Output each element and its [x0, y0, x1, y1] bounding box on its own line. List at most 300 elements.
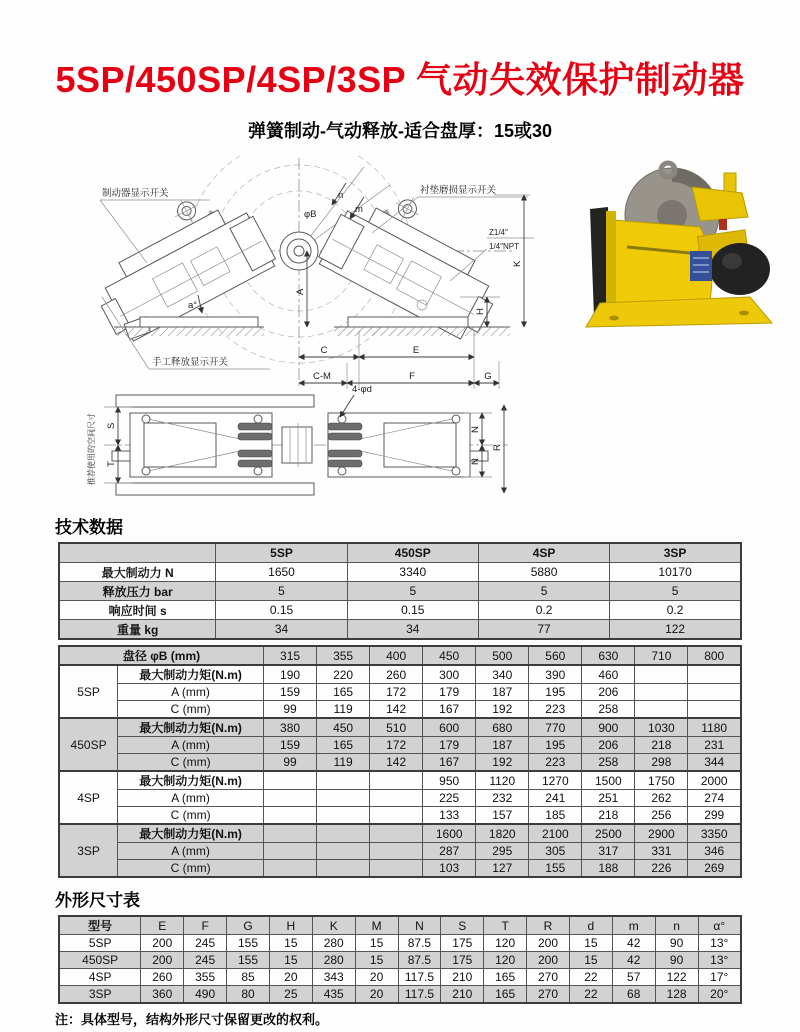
- disc-value-cell: 344: [688, 754, 741, 772]
- disc-value-cell: [635, 684, 688, 701]
- dim-value-cell: 15: [355, 952, 398, 969]
- tech-row: [59, 601, 741, 620]
- right-base-plate: [348, 317, 468, 327]
- disc-value-cell: [317, 790, 370, 807]
- dim-A-label: A: [295, 288, 306, 295]
- disc-value-cell: [370, 843, 423, 860]
- tech-col-header: 5SP: [216, 543, 347, 563]
- disc-value-cell: 1820: [476, 824, 529, 843]
- disc-value-cell: 127: [476, 860, 529, 878]
- dim-value-cell: 343: [312, 969, 355, 986]
- disc-param-label: C (mm): [118, 860, 264, 878]
- disc-value-cell: 218: [582, 807, 635, 825]
- dim-value-cell: 200: [141, 935, 184, 952]
- disc-value-cell: 510: [370, 718, 423, 737]
- disc-value-cell: 179: [423, 737, 476, 754]
- tech-row-label: 响应时间 s: [59, 601, 216, 620]
- page-subtitle: 弹簧制动-气动释放-适合盘厚：15或30: [247, 121, 553, 141]
- dim-col-header: m: [612, 916, 655, 935]
- disc-value-cell: 206: [582, 737, 635, 754]
- dim-col-header: R: [527, 916, 570, 935]
- dim-col-header: G: [227, 916, 270, 935]
- disc-value-cell: 346: [688, 843, 741, 860]
- disc-value-cell: [635, 665, 688, 684]
- dim-value-cell: 210: [441, 969, 484, 986]
- disc-value-cell: 331: [635, 843, 688, 860]
- dim-value-cell: 175: [441, 952, 484, 969]
- disc-model-cell: 4SP: [59, 771, 118, 824]
- disc-value-cell: 172: [370, 684, 423, 701]
- dim-value-cell: 435: [312, 986, 355, 1004]
- disc-model-cell: 450SP: [59, 718, 118, 771]
- disc-diameter-header: 450: [423, 646, 476, 665]
- dim-col-header: F: [184, 916, 227, 935]
- air-cylinder: [710, 243, 770, 295]
- tech-value-cell: 122: [610, 620, 741, 640]
- disc-row: [59, 754, 741, 772]
- label-manual-release-switch: 手工释放显示开关: [152, 357, 229, 368]
- dim-row: [59, 986, 741, 1004]
- disc-value-cell: 179: [423, 684, 476, 701]
- disc-value-cell: 680: [476, 718, 529, 737]
- disc-value-cell: 167: [423, 754, 476, 772]
- product-photo: [572, 157, 790, 335]
- dim-value-cell: 87.5: [398, 952, 441, 969]
- dim-T-label: T: [106, 461, 117, 467]
- disc-value-cell: 220: [317, 665, 370, 684]
- disc-value-cell: [264, 843, 317, 860]
- disc-value-cell: 192: [476, 701, 529, 719]
- tech-value-cell: 77: [478, 620, 609, 640]
- disc-value-cell: 195: [529, 684, 582, 701]
- dim-col-header: d: [569, 916, 612, 935]
- dim-col-header: S: [441, 916, 484, 935]
- disc-value-cell: 99: [264, 701, 317, 719]
- dim-value-cell: 15: [269, 952, 312, 969]
- disc-value-cell: 1600: [423, 824, 476, 843]
- dim-col-header: T: [484, 916, 527, 935]
- dim-phiB-label: φB: [304, 209, 317, 220]
- disc-diameter-header: 500: [476, 646, 529, 665]
- footnote: 注：具体型号，结构外形尺寸保留更改的权利。: [55, 1012, 329, 1027]
- disc-model-cell: 3SP: [59, 824, 118, 877]
- disc-value-cell: 231: [688, 737, 741, 754]
- dim-value-cell: 15: [569, 952, 612, 969]
- dim-value-cell: 155: [227, 952, 270, 969]
- dim-value-cell: 57: [612, 969, 655, 986]
- dim-value-cell: 128: [655, 986, 698, 1004]
- disc-value-cell: [317, 771, 370, 790]
- disc-row: [59, 718, 741, 737]
- disc-value-cell: 770: [529, 718, 582, 737]
- disc-value-cell: [264, 771, 317, 790]
- dim-model-cell: 4SP: [59, 969, 141, 986]
- dim-value-cell: 42: [612, 935, 655, 952]
- disc-value-cell: 223: [529, 701, 582, 719]
- disc-value-cell: 900: [582, 718, 635, 737]
- dim-value-cell: 280: [312, 935, 355, 952]
- disc-header-label: 盘径 φB (mm): [59, 646, 264, 665]
- dim-header-row: [59, 916, 741, 935]
- disc-param-label: A (mm): [118, 790, 264, 807]
- disc-diameter-header: 560: [529, 646, 582, 665]
- disc-value-cell: [370, 824, 423, 843]
- disc-value-cell: 185: [529, 807, 582, 825]
- disc-value-cell: 225: [423, 790, 476, 807]
- disc-value-cell: 460: [582, 665, 635, 684]
- tech-data-table: [58, 542, 742, 640]
- dim-C-label: C: [320, 345, 328, 356]
- plan-view: [86, 384, 508, 495]
- disc-param-label: C (mm): [118, 807, 264, 825]
- dim-N1-label: N: [470, 426, 481, 433]
- disc-value-cell: 103: [423, 860, 476, 878]
- disc-value-cell: [264, 807, 317, 825]
- dim-value-cell: 20: [355, 986, 398, 1004]
- disc-value-cell: 298: [635, 754, 688, 772]
- dim-col-header: n: [655, 916, 698, 935]
- dim-value-cell: 90: [655, 935, 698, 952]
- disc-value-cell: 299: [688, 807, 741, 825]
- disc-value-cell: 195: [529, 737, 582, 754]
- dim-value-cell: 200: [527, 935, 570, 952]
- dim-value-cell: 68: [612, 986, 655, 1004]
- dim-value-cell: 15: [355, 935, 398, 952]
- dim-H-label: H: [475, 308, 486, 315]
- tech-value-cell: 0.15: [347, 601, 478, 620]
- disc-value-cell: 187: [476, 737, 529, 754]
- disc-param-label: 最大制动力矩(N.m): [118, 771, 264, 790]
- dims-heading: 外形尺寸表: [55, 891, 140, 910]
- disc-value-cell: [635, 701, 688, 719]
- disc-row: [59, 860, 741, 878]
- page-title: 5SP/450SP/4SP/3SP 气动失效保护制动器: [55, 59, 745, 100]
- disc-value-cell: 258: [582, 701, 635, 719]
- dim-col-header: 型号: [59, 916, 141, 935]
- dim-row: [59, 935, 741, 952]
- dim-m-label: m: [355, 204, 363, 215]
- disc-value-cell: 1030: [635, 718, 688, 737]
- dim-E-label: E: [412, 345, 420, 356]
- disc-value-cell: [317, 843, 370, 860]
- disc-value-cell: 260: [370, 665, 423, 684]
- dim-value-cell: 260: [141, 969, 184, 986]
- dim-K-label: K: [512, 260, 523, 267]
- dim-F-label: F: [409, 371, 415, 382]
- dim-n-label: n: [338, 190, 344, 201]
- dim-value-cell: 117.5: [398, 986, 441, 1004]
- label-space-note: 推荐使用的空间尺寸: [87, 413, 96, 485]
- disc-param-label: 最大制动力矩(N.m): [118, 718, 264, 737]
- tech-data-heading: 技术数据: [55, 518, 123, 537]
- dim-a-label: a°: [188, 300, 198, 311]
- disc-row: [59, 771, 741, 790]
- disc-value-cell: 192: [476, 754, 529, 772]
- tech-value-cell: 10170: [610, 563, 741, 582]
- dim-value-cell: 87.5: [398, 935, 441, 952]
- disc-value-cell: 256: [635, 807, 688, 825]
- dim-value-cell: 245: [184, 935, 227, 952]
- dim-value-cell: 20: [355, 969, 398, 986]
- dim-value-cell: 13°: [698, 952, 741, 969]
- disc-value-cell: 165: [317, 684, 370, 701]
- red-indicator: [719, 219, 727, 230]
- tech-row-label: 最大制动力 N: [59, 563, 216, 582]
- dim-value-cell: 15: [269, 935, 312, 952]
- disc-value-cell: 190: [264, 665, 317, 684]
- ground-hatch: [114, 327, 510, 336]
- dim-value-cell: 355: [184, 969, 227, 986]
- tech-value-cell: 5: [478, 582, 609, 601]
- disc-value-cell: 218: [635, 737, 688, 754]
- dim-value-cell: 80: [227, 986, 270, 1004]
- tech-row-label: 重量 kg: [59, 620, 216, 640]
- disc-param-label: 最大制动力矩(N.m): [118, 824, 264, 843]
- dim-col-header: α°: [698, 916, 741, 935]
- disc-hub: [280, 232, 318, 270]
- dim-row: [59, 969, 741, 986]
- label-brake-switch: 制动器显示开关: [102, 188, 169, 199]
- disc-value-cell: 274: [688, 790, 741, 807]
- disc-row: [59, 701, 741, 719]
- dim-row: [59, 952, 741, 969]
- disc-value-cell: 206: [582, 684, 635, 701]
- disc-diameter-header: 355: [317, 646, 370, 665]
- disc-value-cell: 232: [476, 790, 529, 807]
- disc-value-cell: 119: [317, 701, 370, 719]
- disc-value-cell: 269: [688, 860, 741, 878]
- dim-value-cell: 280: [312, 952, 355, 969]
- disc-value-cell: 600: [423, 718, 476, 737]
- disc-value-cell: 390: [529, 665, 582, 684]
- dim-value-cell: 200: [141, 952, 184, 969]
- disc-value-cell: 258: [582, 754, 635, 772]
- disc-value-cell: 241: [529, 790, 582, 807]
- disc-param-label: C (mm): [118, 701, 264, 719]
- dim-value-cell: 200: [527, 952, 570, 969]
- dim-value-cell: 117.5: [398, 969, 441, 986]
- disc-value-cell: [317, 824, 370, 843]
- disc-value-cell: 142: [370, 754, 423, 772]
- disc-value-cell: 2500: [582, 824, 635, 843]
- disc-diameter-header: 400: [370, 646, 423, 665]
- dim-col-header: K: [312, 916, 355, 935]
- disc-value-cell: 99: [264, 754, 317, 772]
- figure-area: [0, 155, 800, 505]
- dim-value-cell: 22: [569, 969, 612, 986]
- disc-param-label: C (mm): [118, 754, 264, 772]
- technical-drawing: [52, 155, 572, 505]
- disc-value-cell: 1270: [529, 771, 582, 790]
- disc-data-table: [58, 645, 742, 878]
- tech-row: [59, 620, 741, 640]
- tech-value-cell: 5880: [478, 563, 609, 582]
- disc-value-cell: 188: [582, 860, 635, 878]
- label-air-port-2: 1/4″NPT: [489, 242, 519, 251]
- tech-col-header: 4SP: [478, 543, 609, 563]
- disc-value-cell: [688, 665, 741, 684]
- disc-row: [59, 684, 741, 701]
- disc-value-cell: [688, 684, 741, 701]
- tech-row-label: 释放压力 bar: [59, 582, 216, 601]
- name-plate: [690, 251, 712, 281]
- dim-value-cell: 360: [141, 986, 184, 1004]
- disc-param-label: A (mm): [118, 684, 264, 701]
- dim-col-header: E: [141, 916, 184, 935]
- disc-value-cell: 1180: [688, 718, 741, 737]
- dim-value-cell: 85: [227, 969, 270, 986]
- tech-header-row: [59, 543, 741, 563]
- disc-value-cell: 2900: [635, 824, 688, 843]
- tech-value-cell: 1650: [216, 563, 347, 582]
- left-base-plate: [140, 317, 258, 327]
- tech-value-cell: 5: [610, 582, 741, 601]
- disc-value-cell: 295: [476, 843, 529, 860]
- tech-value-cell: 34: [216, 620, 347, 640]
- disc-model-cell: 5SP: [59, 665, 118, 718]
- disc-param-label: A (mm): [118, 843, 264, 860]
- disc-value-cell: 450: [317, 718, 370, 737]
- disc-row: [59, 665, 741, 684]
- plan-left-assembly: [112, 413, 272, 477]
- tech-col-header: [59, 543, 216, 563]
- dim-value-cell: 42: [612, 952, 655, 969]
- tech-row: [59, 582, 741, 601]
- dim-value-cell: 122: [655, 969, 698, 986]
- disc-value-cell: 155: [529, 860, 582, 878]
- dim-value-cell: 270: [527, 986, 570, 1004]
- label-lining-wear-switch: 衬垫磨损显示开关: [420, 185, 497, 196]
- dim-value-cell: 20: [269, 969, 312, 986]
- disc-value-cell: 950: [423, 771, 476, 790]
- dim-value-cell: 175: [441, 935, 484, 952]
- disc-diameter-header: 800: [688, 646, 741, 665]
- disc-value-cell: 251: [582, 790, 635, 807]
- dim-N2-label: N: [470, 458, 481, 465]
- plan-right-assembly: [328, 413, 488, 477]
- dim-value-cell: 210: [441, 986, 484, 1004]
- tech-value-cell: 5: [216, 582, 347, 601]
- disc-value-cell: 226: [635, 860, 688, 878]
- disc-value-cell: [370, 771, 423, 790]
- disc-value-cell: 165: [317, 737, 370, 754]
- dim-value-cell: 165: [484, 969, 527, 986]
- dim-value-cell: 17°: [698, 969, 741, 986]
- dim-value-cell: 20°: [698, 986, 741, 1004]
- disc-value-cell: [317, 860, 370, 878]
- dim-G-label: G: [484, 371, 492, 382]
- disc-value-cell: 340: [476, 665, 529, 684]
- disc-param-label: A (mm): [118, 737, 264, 754]
- disc-value-cell: 2100: [529, 824, 582, 843]
- dim-value-cell: 22: [569, 986, 612, 1004]
- label-bolt-holes: 4-φd: [352, 384, 372, 395]
- disc-value-cell: [370, 807, 423, 825]
- dim-model-cell: 5SP: [59, 935, 141, 952]
- dim-value-cell: 25: [269, 986, 312, 1004]
- disc-row: [59, 824, 741, 843]
- dim-value-cell: 15: [569, 935, 612, 952]
- dims-table: [58, 915, 742, 1004]
- disc-value-cell: 167: [423, 701, 476, 719]
- dim-value-cell: 90: [655, 952, 698, 969]
- disc-value-cell: [264, 790, 317, 807]
- disc-param-label: 最大制动力矩(N.m): [118, 665, 264, 684]
- dim-value-cell: 490: [184, 986, 227, 1004]
- disc-row: [59, 737, 741, 754]
- disc-value-cell: 159: [264, 684, 317, 701]
- disc-value-cell: 159: [264, 737, 317, 754]
- disc-value-cell: 133: [423, 807, 476, 825]
- disc-row: [59, 807, 741, 825]
- dim-col-header: M: [355, 916, 398, 935]
- dim-model-cell: 3SP: [59, 986, 141, 1004]
- dim-col-header: N: [398, 916, 441, 935]
- disc-value-cell: 223: [529, 754, 582, 772]
- disc-value-cell: 3350: [688, 824, 741, 843]
- disc-value-cell: 1500: [582, 771, 635, 790]
- dim-col-header: H: [269, 916, 312, 935]
- disc-value-cell: [264, 860, 317, 878]
- dim-value-cell: 155: [227, 935, 270, 952]
- tech-value-cell: 3340: [347, 563, 478, 582]
- dim-value-cell: 120: [484, 952, 527, 969]
- dim-value-cell: 270: [527, 969, 570, 986]
- tech-col-header: 3SP: [610, 543, 741, 563]
- disc-value-cell: [370, 790, 423, 807]
- disc-value-cell: 2000: [688, 771, 741, 790]
- dim-value-cell: 120: [484, 935, 527, 952]
- tech-value-cell: 5: [347, 582, 478, 601]
- disc-value-cell: 380: [264, 718, 317, 737]
- disc-value-cell: [317, 807, 370, 825]
- disc-value-cell: 300: [423, 665, 476, 684]
- dim-value-cell: 165: [484, 986, 527, 1004]
- dim-CM-label: C-M: [313, 371, 331, 382]
- disc-value-cell: 305: [529, 843, 582, 860]
- tech-row: [59, 563, 741, 582]
- disc-value-cell: 187: [476, 684, 529, 701]
- label-air-port-1: Z1/4″: [489, 228, 508, 237]
- tech-value-cell: 0.15: [216, 601, 347, 620]
- disc-diameter-header: 710: [635, 646, 688, 665]
- dim-value-cell: 13°: [698, 935, 741, 952]
- disc-value-cell: [264, 824, 317, 843]
- disc-value-cell: 1120: [476, 771, 529, 790]
- disc-value-cell: 1750: [635, 771, 688, 790]
- disc-value-cell: 317: [582, 843, 635, 860]
- disc-value-cell: 172: [370, 737, 423, 754]
- disc-row: [59, 843, 741, 860]
- dim-S-label: S: [106, 422, 117, 429]
- disc-value-cell: 119: [317, 754, 370, 772]
- tech-value-cell: 34: [347, 620, 478, 640]
- plan-disc-stub: [282, 423, 312, 467]
- dim-model-cell: 450SP: [59, 952, 141, 969]
- brake-photo-illustration: [586, 163, 772, 327]
- disc-header-row: [59, 646, 741, 665]
- tech-value-cell: 0.2: [478, 601, 609, 620]
- dim-R-label: R: [492, 444, 503, 451]
- disc-value-cell: 157: [476, 807, 529, 825]
- tech-value-cell: 0.2: [610, 601, 741, 620]
- disc-value-cell: 142: [370, 701, 423, 719]
- disc-diameter-header: 630: [582, 646, 635, 665]
- disc-value-cell: 262: [635, 790, 688, 807]
- disc-value-cell: [370, 860, 423, 878]
- disc-row: [59, 790, 741, 807]
- disc-diameter-header: 315: [264, 646, 317, 665]
